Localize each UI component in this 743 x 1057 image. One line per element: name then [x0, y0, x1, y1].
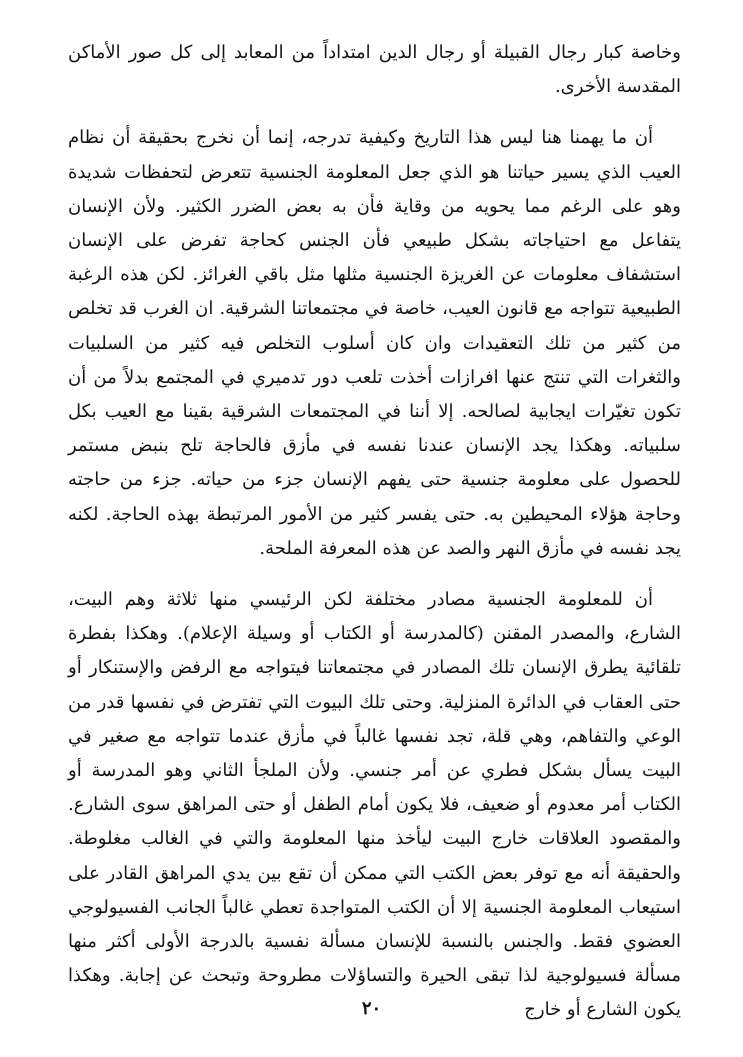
- paragraph-shame-system: أن ما يهمنا هنا ليس هذا التاريخ وكيفية تدرجه، إنما أن نخرج بحقيقة أن نظام العيب الذي يسير حياتنا هو الذي جعل المعلومة الجنسية تتعرض لتحفظات شديدة وهو على الرغم مما يحويه من وقاية فأن به بعض الضرر الكثير. ولأن الإنسان يتفاعل مع احتياجاته بشكل طبيعي فأن الجنس كحاجة تفرض على الإنسان استشفاف معلومات عن الغريزة الجنسية مثلها مثل باقي الغرائز. لكن هذه الرغبة الطبيعية تتواجه مع قانون العيب، خاصة في مجتمعاتنا الشرقية. ان الغرب قد تخلص من كثير من تلك التعقيدات وان كان أسلوب التخلص فيه كثير من السلبيات والثغرات التي تنتج عنها افرازات أخذت تلعب دور تدميري في المجتمع بدلاً من أن تكون تغيّرات ايجابية لصالحه. إلا أننا في المجتمعات الشرقية بقينا مع العيب بكل سلبياته. وهكذا يجد الإنسان عندنا نفسه في مأزق فالحاجة تلح بنبض مستمر للحصول على معلومة جنسية حتى يفهم الإنسان جزء من حياته. جزء من حاجته وحاجة هؤلاء المحيطين به. حتى يفسر كثير من الأمور المرتبطة بهذه الحاجة. لكنه يجد نفسه في مأزق النهر والصد عن هذه المعرفة الملحة.: [68, 127, 681, 559]
- page-number: ٢٠: [361, 998, 382, 1019]
- body-text: [68, 36, 681, 1028]
- paragraph-continuation: وخاصة كبار رجال القبيلة أو رجال الدين امتداداً من المعابد إلى كل صور الأماكن المقدسة الأخرى.: [68, 42, 681, 98]
- paragraph-information-sources: أن للمعلومة الجنسية مصادر مختلفة لكن الرئيسي منها ثلاثة وهم البيت، الشارع، والمصدر المقنن (كالمدرسة أو الكتاب أو وسيلة الإعلام). وهكذا بفطرة تلقائية يطرق الإنسان تلك المصادر في مجتمعاتنا فيتواجه مع الرفض والإستنكار أو حتى العقاب في الدائرة المنزلية. وحتى تلك البيوت التي تفترض في نفسها قدر من الوعي والتفاهم، وهي قلة، تجد نفسها غالباً في مأزق عندما تتواجه مع صغير في البيت يسأل بشكل فطري عن أمر جنسي. ولأن الملجأ الثاني وهو المدرسة أو الكتاب أمر معدوم أو ضعيف، فلا يكون أمام الطفل أو حتى المراهق سوى الشارع. والمقصود العلاقات خارج البيت ليأخذ منها المعلومة والتي في الغالب مغلوطة. والحقيقة أنه مع توفر بعض الكتب التي ممكن أن تقع بين يدي المراهق القادر على استيعاب المعلومة الجنسية إلا أن الكتب المتواجدة تعطي غالباً الجانب الفسيولوجي العضوي فقط. والجنس بالنسبة للإنسان مسألة نفسية بالدرجة الأولى أكثر منها مسألة فسيولوجية لذا تبقى الحيرة والتساؤلات مطروحة وتبحث عن إجابة. وهكذا يكون الشارع أو خارج: [68, 589, 681, 1021]
